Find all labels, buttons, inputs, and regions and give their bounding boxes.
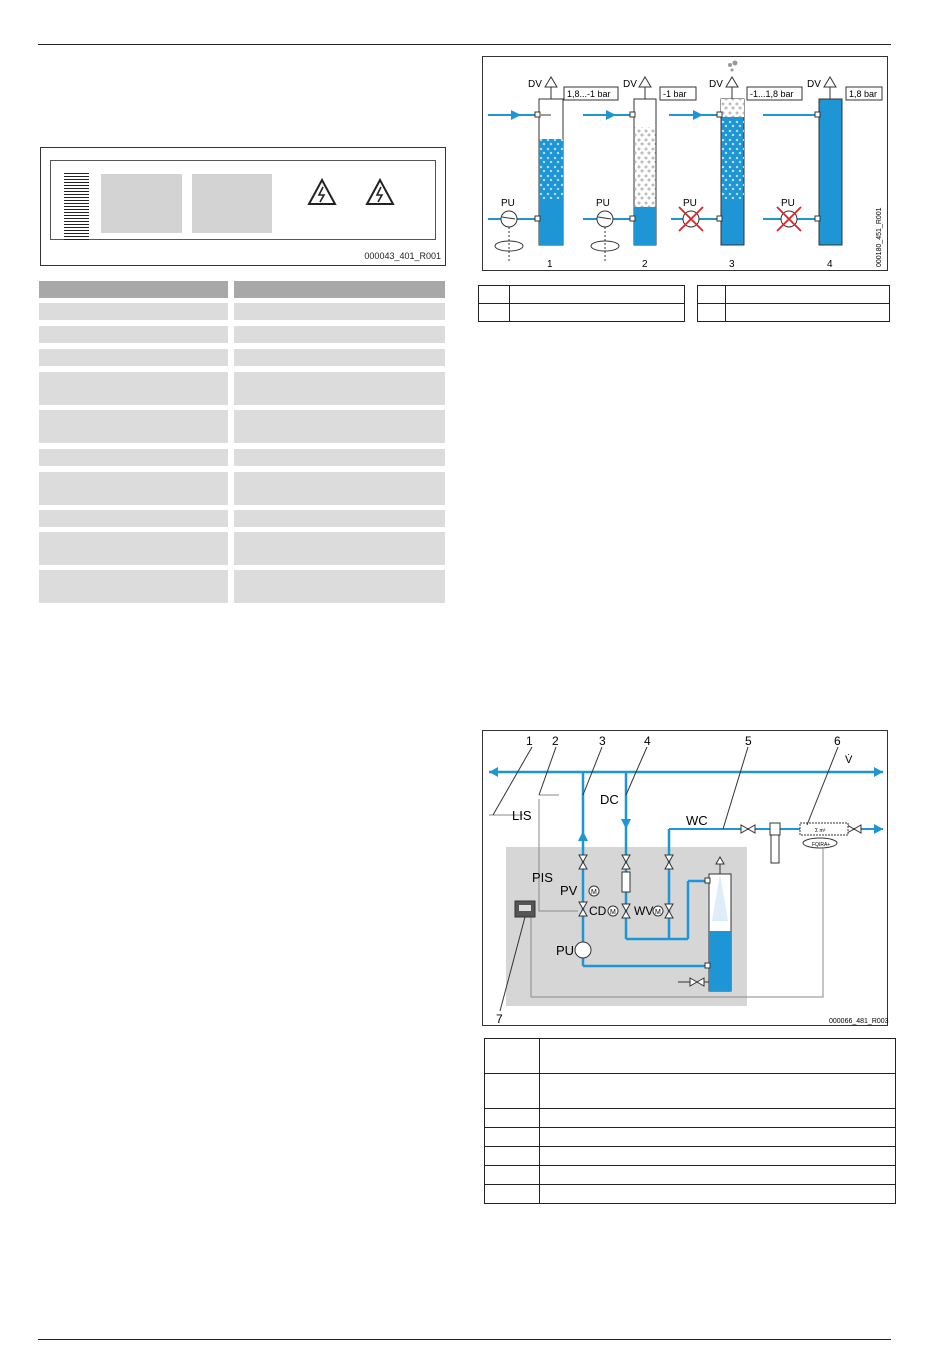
legend-key	[698, 286, 726, 304]
stage-number: 1	[547, 259, 553, 270]
barcode	[64, 173, 89, 240]
motor-label: M	[610, 909, 616, 916]
meter-function-label: FQIRA+	[812, 842, 831, 848]
stage-4	[763, 77, 882, 245]
motor-label: M	[591, 889, 597, 896]
table-cell	[39, 510, 228, 527]
stage-number: 2	[642, 259, 648, 270]
legend-text	[510, 286, 685, 304]
table-cell	[39, 349, 228, 366]
table-cell	[234, 326, 445, 343]
legend-key	[485, 1147, 540, 1166]
table-cell	[39, 372, 228, 405]
pu-label: PU	[556, 943, 575, 958]
valve-label: DV	[528, 79, 542, 90]
nameplate-field-1	[101, 174, 182, 233]
high-voltage-warning-icon	[307, 178, 337, 206]
meter-label: Σ m³	[815, 828, 826, 834]
legend-text	[540, 1074, 896, 1109]
callout-number: 6	[834, 734, 841, 748]
table-cell	[234, 372, 445, 405]
degassing-process-figure	[482, 56, 888, 271]
stage-2	[583, 77, 696, 263]
callout-number: 7	[496, 1012, 503, 1026]
pump-label: PU	[596, 198, 610, 209]
legend-key	[485, 1166, 540, 1185]
pump-label: PU	[501, 198, 515, 209]
table-cell	[234, 410, 445, 443]
system-legend	[484, 1038, 896, 1204]
callout-number: 4	[644, 734, 651, 748]
wv-label: WV	[634, 904, 654, 918]
legend-text	[510, 304, 685, 322]
nameplate	[50, 160, 436, 240]
legend-text	[540, 1185, 896, 1204]
nameplate-figure	[40, 147, 446, 266]
valve-label: DV	[623, 79, 637, 90]
table-cell	[234, 510, 445, 527]
table-cell	[39, 570, 228, 603]
table-cell	[39, 449, 228, 466]
legend-key	[479, 304, 510, 322]
stage-1	[488, 77, 618, 263]
legend-key	[485, 1128, 540, 1147]
footer-rule	[38, 1339, 891, 1340]
callout-number: 3	[599, 734, 606, 748]
legend-key	[485, 1039, 540, 1074]
legend-text	[540, 1128, 896, 1147]
process-legend-right	[697, 285, 890, 322]
degassing-process-diagram	[483, 57, 889, 272]
stage-number: 3	[729, 259, 735, 270]
table-cell	[234, 472, 445, 505]
pv-label: PV	[560, 883, 578, 898]
pressure-label: 1,8...-1 bar	[567, 89, 611, 99]
legend-text	[726, 286, 890, 304]
table-cell	[234, 532, 445, 565]
flow-label: V̇	[845, 754, 853, 766]
table-header-cell	[234, 281, 445, 298]
legend-text	[540, 1166, 896, 1185]
process-legend-left	[478, 285, 685, 322]
figure-code: 000066_481_R003	[829, 1018, 889, 1025]
legend-text	[726, 304, 890, 322]
legend-text	[540, 1109, 896, 1128]
callout-number: 2	[552, 734, 559, 748]
table-cell	[234, 349, 445, 366]
legend-text	[540, 1147, 896, 1166]
table-cell	[234, 449, 445, 466]
table-cell	[39, 326, 228, 343]
valve-label: DV	[709, 79, 723, 90]
cd-label: CD	[589, 904, 607, 918]
valve-label: DV	[807, 79, 821, 90]
dc-label: DC	[600, 792, 619, 807]
system-schematic-figure	[482, 730, 888, 1026]
motor-label: M	[655, 909, 661, 916]
stage-number: 4	[827, 259, 833, 270]
table-cell	[39, 532, 228, 565]
legend-key	[698, 304, 726, 322]
table-cell	[234, 570, 445, 603]
table-cell	[234, 303, 445, 320]
table-header-cell	[39, 281, 228, 298]
pump-label: PU	[781, 198, 795, 209]
figure-code: 000180_451_R001	[876, 207, 883, 267]
pressure-label: -1...1,8 bar	[750, 89, 794, 99]
figure-code: 000043_401_R001	[364, 251, 441, 261]
legend-key	[485, 1185, 540, 1204]
nameplate-field-2	[192, 174, 272, 233]
pressure-label: 1,8 bar	[849, 89, 878, 99]
pis-label: PIS	[532, 870, 553, 885]
callout-number: 1	[526, 734, 533, 748]
pump-label: PU	[683, 198, 697, 209]
callout-number: 5	[745, 734, 752, 748]
table-cell	[39, 303, 228, 320]
legend-key	[485, 1109, 540, 1128]
header-rule	[38, 44, 891, 45]
high-voltage-warning-icon	[365, 178, 395, 206]
system-schematic	[483, 731, 889, 1027]
pressure-label: -1 bar	[663, 89, 687, 99]
wc-label: WC	[686, 813, 708, 828]
table-cell	[39, 410, 228, 443]
legend-key	[485, 1074, 540, 1109]
lis-label: LIS	[512, 808, 532, 823]
table-cell	[39, 472, 228, 505]
legend-text	[540, 1039, 896, 1074]
legend-key	[479, 286, 510, 304]
